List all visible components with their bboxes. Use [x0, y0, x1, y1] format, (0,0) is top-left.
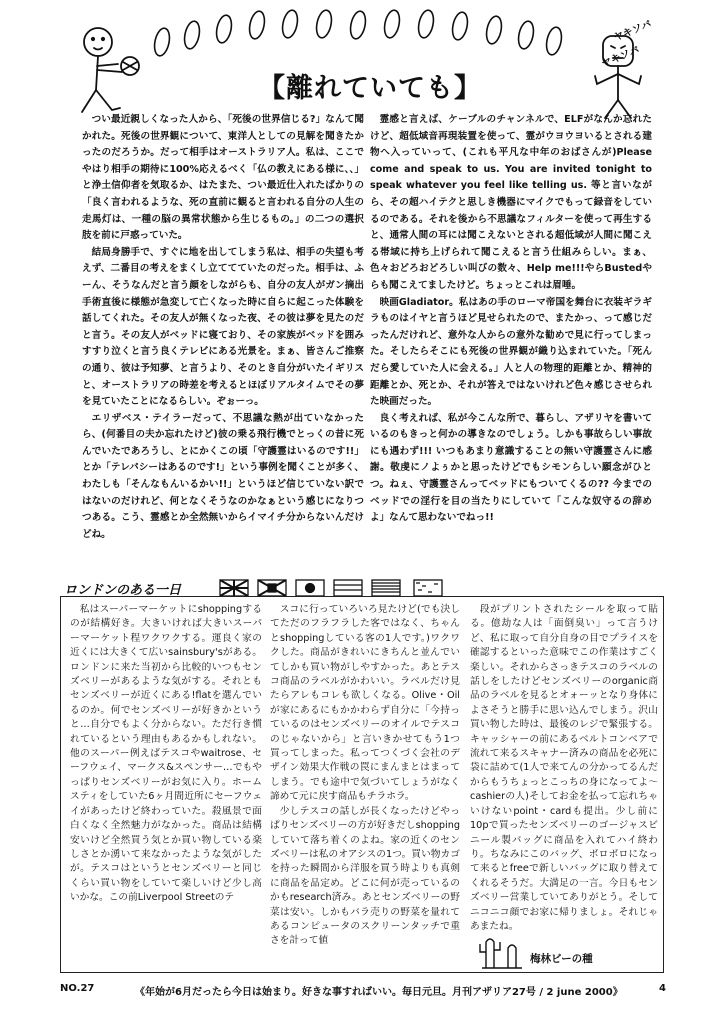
article-paragraph: エリザベス・テイラーだって、不思議な熱が出ていなかったら、(何番目の夫か忘れたけど)彼の乗る飛行機でとっくの昔に死んでいたであろうし、とにかくこの頃「守護霊はいるのです!!」とか「テレパシーはあるのです!」という事例を聞くことが多く、わたしも「そんなもんいるかい!!」というほど信じていない訳ではないのだけれど、何となくそうなのかなぁという感じになりつつある。こう、霊感とか全然無いからイマイチ分からないんだけどね。: [82, 412, 364, 540]
london-paragraph: スコに行っていろいろ見たけど(でも決してただのフラフラした客ではなく、ちゃんとshoppingしている客の1人です。)ワクワクした。商品がきれいにきちんと並んでいてしかも買い物がしやすかった。あとテスコ商品のラベルがかわいい。ラベルだけ見たらアレもコレも欲しくなる。Olive・Oilが家にあるにもかかわらず自分に「今持っているのはセンズベリーのオイルでテスコのじゃないから」と言いきかせてもう1つ買ってしまった。私ってつくづく会社のデザイン効果大作戦の罠にまんまとはまってしまう。でも途中で気づいてしょうがなく諦めて元に戻す商品もチラホラ。: [270, 604, 460, 803]
article-column-left: [82, 112, 364, 577]
london-paragraph: 私はスーパーマーケットにshoppingするのが結構好き。大きいければ大きいスーパーマーケット程ワクワクする。運良く家の近くには大きくて広いsainsbury'sがある。ロンドンに来た当初から比較的いつもセンズベリーがあるような気がする。それともセンズベリーが近くにある!flatを選んでいるのか。何でセンズベリーが好きかというと…自分でもよく分からない。ただ行き慣れているという理由もあるかもしれない。他のスーパー例えばテスコやwaitrose、セーフウェイ、マークス&スペンサー…でもやっぱりセンズベリーがお気に入り。ホームスティをしていた6ヶ月間近所にセーフウェイがあったけど終わっていた。殺風景で面白くなく全然魅力がなかった。商品は結構安いけど全然買う気とか買い物している楽しさとか湧いて来なかったような気がしたが。テスコはというとセンズベリーと同じくらい買い物をしていて楽しいけど少し高いかな。この前Liverpool Streetのテ: [70, 604, 262, 904]
page-title: 【離れていても】: [258, 73, 482, 104]
yakisoba-shout-1: ヤキソバ: [612, 18, 654, 44]
cactus-doodle-icon: [476, 930, 526, 970]
article-paragraph: つい最近親しくなった人から、「死後の世界信じる?」なんて聞かれた。死後の世界観について、東洋人としての見解を聞きたかったのだろうか。だって相手はオーストラリア人。私は、ここでやはり相手の期待に100%応えるべく「仏の教えにある様に、、」と浄土信仰者を気取るか、はたまた、つい最近仕入れたばかりの「良く言われるような、死の直前に観ると言われる自分の人生の走馬灯は、一種の脳の異常状態から生じるもの。」の二つの選択肢を前に戸惑っていた。: [82, 114, 364, 242]
yakisoba-shout-2: ヤキソバ: [600, 44, 642, 70]
page-number: 4: [659, 983, 666, 994]
issue-number: NO.27: [60, 983, 95, 994]
author-signature: 梅林ビーの種: [530, 953, 593, 965]
london-column-1: [70, 603, 262, 968]
article-paragraph: 霊感と言えば、ケーブルのチャンネルで、ELFがなんか忘れたけど、超低域音再現装置を使って、霊がウヨウヨいるとされる建物へ入っていって、(これも平凡な中年のおばさんが)Please come and speak to us. You are invited tonight to speak whatever you feel like telling us. 等と言いながら、その超ハイテクと思しき機器にマイクでもって録音をしているのである。それを後から不思議なフィルターを使って再生すると、通常人間の耳には聞こえないとされる超低域が人間に聞こえる帯域に持ち上げられて聞こえると言う仕組みらしい。まぁ、色々おどろおどろしい叫びの数々、Help me!!!やらBustedやらも聞こえてましたけど。ちょっとこれは眉唾。: [370, 114, 652, 291]
london-column-2: [270, 603, 460, 968]
london-paragraph: 少しテスコの話しが長くなったけどやっぱりセンズベリーの方が好きだしshoppingしていて落ち着くのよね。家の近くのセンズベリーは私のオアシスの1つ。買い物カゴを持った瞬間から洋服を買う時よりも真剣に商品を品定め。どこに何が売っているのかもresearch済み。あとセンズベリーの野菜は安い。しかもバラ売りの野菜を量れてあるコンピュータのスクリーンタッチで重さを計って値: [270, 805, 460, 947]
decorative-loop-border: [150, 8, 570, 63]
article-column-right: [370, 112, 652, 577]
stick-figure-left-illustration: [60, 20, 150, 120]
london-column-3: [470, 603, 658, 948]
article-paragraph: 映画Gladiator。私はあの手のローマ帝国を舞台に衣装ギラギラものはイヤと言うほど見せられたので、またかっ、って感じだったんだけれど、意外な人からの意外な勧めで見に行ってしまった。そしたらそこにも死後の世界観が織り込まれていた。「死んだら愛していた人に会える。」人と人の物理的距離とか、精神的距離とか、死とか、それが答えではないけれど色々感じさせられた映画だった。: [370, 296, 652, 408]
article-paragraph: 結局身勝手で、すぐに地を出してしまう私は、相手の失望も考えず、二番目の考えをまくし立ててていたのだった。相手は、ふーん、そうなんだと言う顔をしながらも、自分の友人がガン摘出手術直後に様態が急変して亡くなった時に自らに起こった体験を話してくれた。その友人が無くなった夜、その彼は夢を見たのだと言う。その友人がベッドに寝ており、その家族がベッドを囲みすすり泣くと言う良くテレビにある光景を。まぁ、皆さんご推察の通り、彼は予知夢、と言うより、そのとき自分がいたイギリスと、オーストラリアの時差を考えるとほぼリアルタイムでその夢を見ていたことになるらしい。ぞぉーっ。: [82, 246, 364, 408]
page-footer: [60, 983, 666, 1003]
london-section-title: ロンドンのある一日: [64, 583, 182, 598]
footer-motto: 《年始が6月だったら今日は始まり。好きな事すればいい。毎日元旦。月刊アザリア27号 / 2 june 2000》: [135, 987, 623, 998]
london-paragraph: 段がプリントされたシールを取って貼る。億劫な人は「面倒臭い」って言うけど、私に取って自分自身の目でプライスを確認するといった意味でこの作業はすごく楽しい。それからさっきテスコのラベルの話しをしたけどセンズベリーのorganic商品のラベルを見るとオォーッとなり身体によさそうと勝手に思い込んでしまう。沢山買い物した時は、最後のレジで緊張する。キャッシャーの前にあるベルトコンベアで流れて来るスキャナー済みの商品を必死に袋に詰めて(1人で来てんの分かってるんだからもうちょっとこっちの身になってよ～cashierの人)そしてお金を払って忘れちゃいけないpoint・cardも提出。少し前に10pで買ったセンズベリーのゴージャスビニール製バッグに商品を入れてハイ終わり。ちなみにこのバッグ、ボロボロになって来るとfreeで新しいバッグに取り替えてくれるそうだ。大満足の一言。今日もセンズベリー営業していてありがとう。そしてニコニコ顔でお家に帰りましょ。それじゃあまたね。: [470, 604, 658, 932]
article-paragraph: 良く考えれば、私が今こんな所で、暮らし、アザリヤを書いているのもきっと何かの導きなのでしょう。しかも事故らしい事故にも遇わず!!! いつもあまり意識することの無い守護霊さんに感謝。敬虔にノよぅかと思ったけどでもシモンらしい願念がひとつ。ねぇ、守護霊さんってベッドにもついてくるの?? 今までのベッドでの淫行を目の当たりにしていて「こんな奴守るの辞めよ」なんて思わないでねっ!!: [370, 412, 652, 524]
